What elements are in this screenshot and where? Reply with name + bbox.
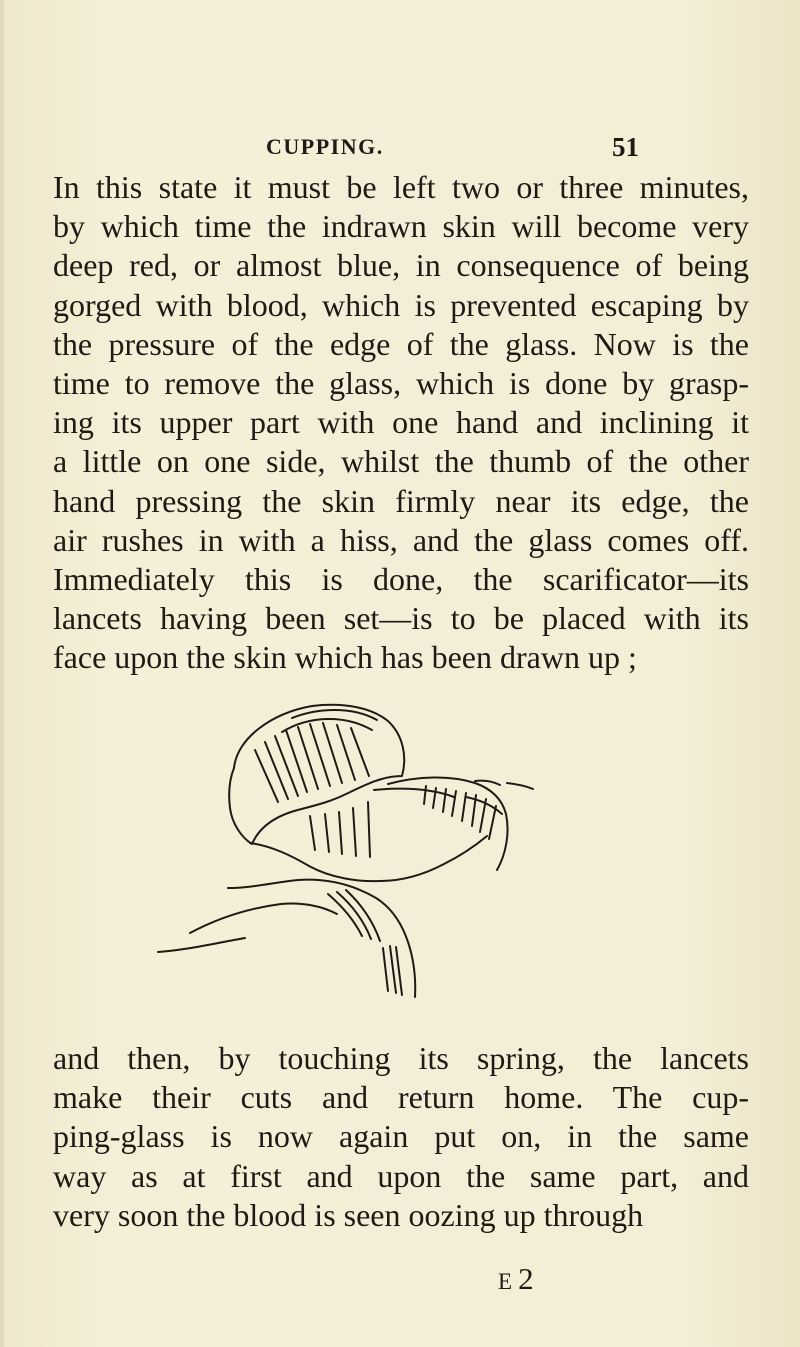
text-line: ing its upper part with one hand and inclining it bbox=[53, 404, 749, 441]
text-line: hand pressing the skin firmly near its edge, the bbox=[53, 482, 749, 519]
text-line: make their cuts and return home. The cup- bbox=[53, 1079, 749, 1116]
scarificator-inner-edge bbox=[282, 719, 372, 732]
page-number: 51 bbox=[612, 132, 639, 162]
paragraph-bottom bbox=[53, 1039, 749, 1235]
hatch-line bbox=[255, 750, 278, 802]
signature-number: 2 bbox=[518, 1261, 542, 1296]
hatch-line bbox=[452, 791, 456, 816]
hatch-line bbox=[424, 786, 426, 804]
running-head: CUPPING. bbox=[266, 134, 384, 159]
text-line: gorged with blood, which is prevented escaping by bbox=[53, 286, 749, 323]
page-header bbox=[0, 128, 800, 162]
upper-finger-line bbox=[374, 789, 454, 797]
hatch-line bbox=[443, 789, 446, 812]
hatch-line bbox=[351, 728, 369, 776]
text-line: face upon the skin which has been drawn up ; bbox=[53, 639, 637, 676]
shade-lines bbox=[383, 946, 402, 995]
hatch-line bbox=[275, 736, 298, 796]
text-line: deep red, or almost blue, in consequence of being bbox=[53, 247, 749, 284]
signature-mark bbox=[498, 1261, 542, 1297]
shade-lines bbox=[328, 890, 380, 941]
page-gutter-edge bbox=[0, 0, 4, 1347]
text-line: very soon the blood is seen oozing up through bbox=[53, 1196, 644, 1233]
scarificator-illustration bbox=[132, 688, 668, 1018]
text-line: way as at first and upon the same part, and bbox=[53, 1157, 749, 1194]
skin-contour-lower bbox=[190, 903, 337, 933]
text-line: time to remove the glass, which is done by grasp- bbox=[53, 365, 749, 402]
text-line: air rushes in with a hiss, and the glass comes off. bbox=[53, 521, 749, 558]
text-line: In this state it must be left two or three minutes, bbox=[53, 169, 749, 205]
skin-fold bbox=[158, 938, 245, 952]
paragraph-top bbox=[53, 168, 749, 678]
text-line: ping-glass is now again put on, in the same bbox=[53, 1118, 749, 1155]
text-line: lancets having been set—is to be placed with its bbox=[53, 600, 749, 637]
text-line: a little on one side, whilst the thumb of the other bbox=[53, 443, 749, 480]
hatch-line bbox=[265, 742, 288, 799]
signature-letter: E bbox=[498, 1269, 519, 1294]
shade-lines bbox=[310, 802, 370, 857]
text-line: and then, by touching its spring, the lancets bbox=[53, 1040, 749, 1076]
hatch-line bbox=[286, 730, 307, 792]
hatch-line bbox=[489, 806, 496, 839]
text-line: Immediately this is done, the scarificator—its bbox=[53, 561, 749, 598]
finger-outline bbox=[388, 777, 508, 870]
fingertip-line bbox=[507, 783, 533, 789]
text-line: by which time the indrawn skin will become very bbox=[53, 208, 749, 245]
scarificator-body bbox=[229, 705, 404, 844]
text-line: the pressure of the edge of the glass. Now is the bbox=[53, 325, 749, 362]
